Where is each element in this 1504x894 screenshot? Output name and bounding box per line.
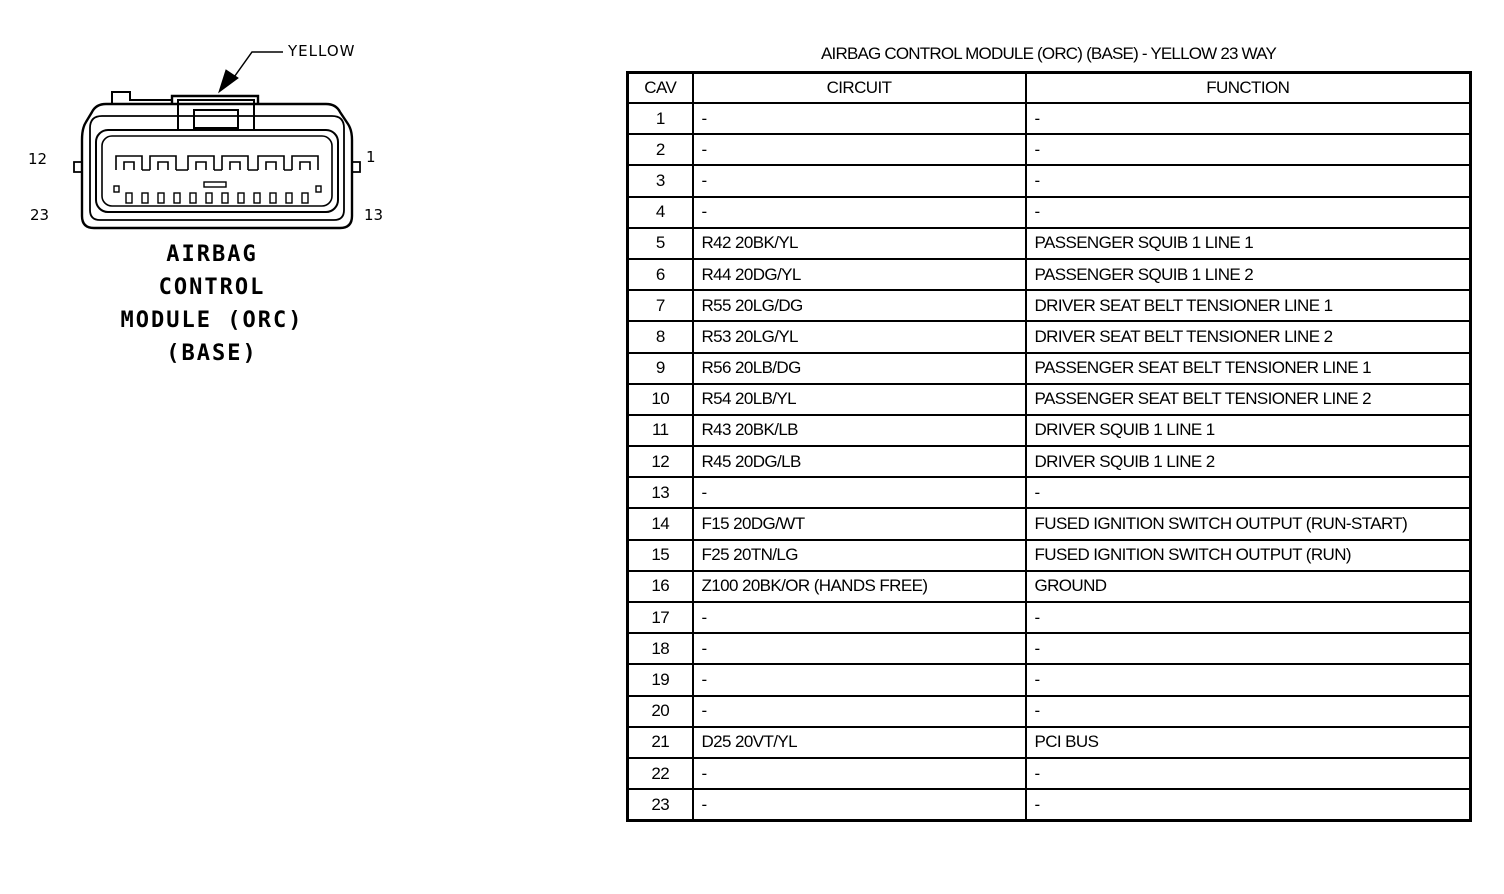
circuit-cell: R45 20DG/LB [693, 446, 1026, 477]
table-row [628, 290, 1471, 321]
cav-cell: 6 [628, 259, 693, 290]
table-row [628, 259, 1471, 290]
function-cell: - [1026, 758, 1471, 789]
cav-cell: 3 [628, 165, 693, 196]
cav-cell: 8 [628, 321, 693, 352]
cav-cell: 21 [628, 727, 693, 758]
module-name-line: CONTROL [158, 275, 266, 300]
circuit-cell: - [693, 758, 1026, 789]
function-cell: DRIVER SQUIB 1 LINE 1 [1026, 415, 1471, 446]
cav-cell: 7 [628, 290, 693, 321]
function-cell: PASSENGER SQUIB 1 LINE 2 [1026, 259, 1471, 290]
circuit-cell: - [693, 633, 1026, 664]
function-cell: - [1026, 664, 1471, 695]
table-row [628, 508, 1471, 539]
pinout-table [626, 71, 1472, 822]
cav-cell: 4 [628, 197, 693, 228]
connector-diagram [0, 0, 420, 380]
table-row [628, 134, 1471, 165]
circuit-cell: R55 20LG/DG [693, 290, 1026, 321]
header-circuit: CIRCUIT [693, 73, 1026, 104]
cav-cell: 22 [628, 758, 693, 789]
cav-cell: 10 [628, 384, 693, 415]
circuit-cell: R53 20LG/YL [693, 321, 1026, 352]
cav-cell: 16 [628, 571, 693, 602]
function-cell: - [1026, 134, 1471, 165]
module-name-line: (BASE) [166, 341, 258, 366]
cav-cell: 2 [628, 134, 693, 165]
function-cell: DRIVER SEAT BELT TENSIONER LINE 1 [1026, 290, 1471, 321]
function-cell: - [1026, 602, 1471, 633]
cav-cell: 14 [628, 508, 693, 539]
circuit-cell: Z100 20BK/OR (HANDS FREE) [693, 571, 1026, 602]
table-row [628, 415, 1471, 446]
circuit-cell: - [693, 696, 1026, 727]
cav-cell: 1 [628, 103, 693, 134]
circuit-cell: R43 20BK/LB [693, 415, 1026, 446]
table-row [628, 540, 1471, 571]
function-cell: - [1026, 197, 1471, 228]
module-name-line: MODULE (ORC) [120, 308, 304, 333]
circuit-cell: R54 20LB/YL [693, 384, 1026, 415]
function-cell: - [1026, 696, 1471, 727]
table-row [628, 727, 1471, 758]
function-cell: PASSENGER SEAT BELT TENSIONER LINE 1 [1026, 353, 1471, 384]
function-cell: GROUND [1026, 571, 1471, 602]
table-row [628, 602, 1471, 633]
cav-cell: 5 [628, 228, 693, 259]
table-row [628, 353, 1471, 384]
table-header-row [628, 73, 1471, 104]
function-cell: DRIVER SQUIB 1 LINE 2 [1026, 446, 1471, 477]
function-cell: PASSENGER SQUIB 1 LINE 1 [1026, 228, 1471, 259]
table-row [628, 384, 1471, 415]
table-row [628, 664, 1471, 695]
table-row [628, 228, 1471, 259]
cav-cell: 13 [628, 477, 693, 508]
pin-label-13: 13 [364, 206, 384, 224]
function-cell: - [1026, 477, 1471, 508]
function-cell: FUSED IGNITION SWITCH OUTPUT (RUN-START) [1026, 508, 1471, 539]
function-cell: PASSENGER SEAT BELT TENSIONER LINE 2 [1026, 384, 1471, 415]
cav-cell: 23 [628, 789, 693, 821]
color-label: YELLOW [288, 42, 356, 60]
function-cell: FUSED IGNITION SWITCH OUTPUT (RUN) [1026, 540, 1471, 571]
function-cell: - [1026, 103, 1471, 134]
table-row [628, 477, 1471, 508]
pin-label-1: 1 [366, 148, 376, 166]
circuit-cell: R42 20BK/YL [693, 228, 1026, 259]
circuit-cell: F25 20TN/LG [693, 540, 1026, 571]
function-cell: - [1026, 633, 1471, 664]
pin-label-23: 23 [30, 206, 50, 224]
table-row [628, 633, 1471, 664]
cav-cell: 20 [628, 696, 693, 727]
cav-cell: 15 [628, 540, 693, 571]
function-cell: - [1026, 789, 1471, 821]
cav-cell: 9 [628, 353, 693, 384]
table-row [628, 571, 1471, 602]
circuit-cell: - [693, 602, 1026, 633]
circuit-cell: R44 20DG/YL [693, 259, 1026, 290]
table-row [628, 165, 1471, 196]
cav-cell: 11 [628, 415, 693, 446]
circuit-cell: - [693, 664, 1026, 695]
header-cav: CAV [628, 73, 693, 104]
cav-cell: 18 [628, 633, 693, 664]
circuit-cell: - [693, 197, 1026, 228]
table-title: AIRBAG CONTROL MODULE (ORC) (BASE) - YELLOW 23 WAY [821, 44, 1276, 63]
header-function: FUNCTION [1026, 73, 1471, 104]
table-row [628, 321, 1471, 352]
function-cell: PCI BUS [1026, 727, 1471, 758]
circuit-cell: - [693, 477, 1026, 508]
table-row [628, 103, 1471, 134]
table-row [628, 696, 1471, 727]
table-row [628, 197, 1471, 228]
function-cell: DRIVER SEAT BELT TENSIONER LINE 2 [1026, 321, 1471, 352]
cav-cell: 17 [628, 602, 693, 633]
circuit-cell: F15 20DG/WT [693, 508, 1026, 539]
circuit-cell: - [693, 789, 1026, 821]
module-name [100, 238, 324, 370]
function-cell: - [1026, 165, 1471, 196]
circuit-cell: - [693, 165, 1026, 196]
circuit-cell: D25 20VT/YL [693, 727, 1026, 758]
table-row [628, 446, 1471, 477]
connector-drawing [0, 0, 420, 240]
module-name-line: AIRBAG [166, 242, 258, 267]
circuit-cell: - [693, 103, 1026, 134]
table-row [628, 789, 1471, 821]
circuit-cell: - [693, 134, 1026, 165]
table-row [628, 758, 1471, 789]
pin-label-12: 12 [28, 150, 48, 168]
cav-cell: 19 [628, 664, 693, 695]
circuit-cell: R56 20LB/DG [693, 353, 1026, 384]
cav-cell: 12 [628, 446, 693, 477]
